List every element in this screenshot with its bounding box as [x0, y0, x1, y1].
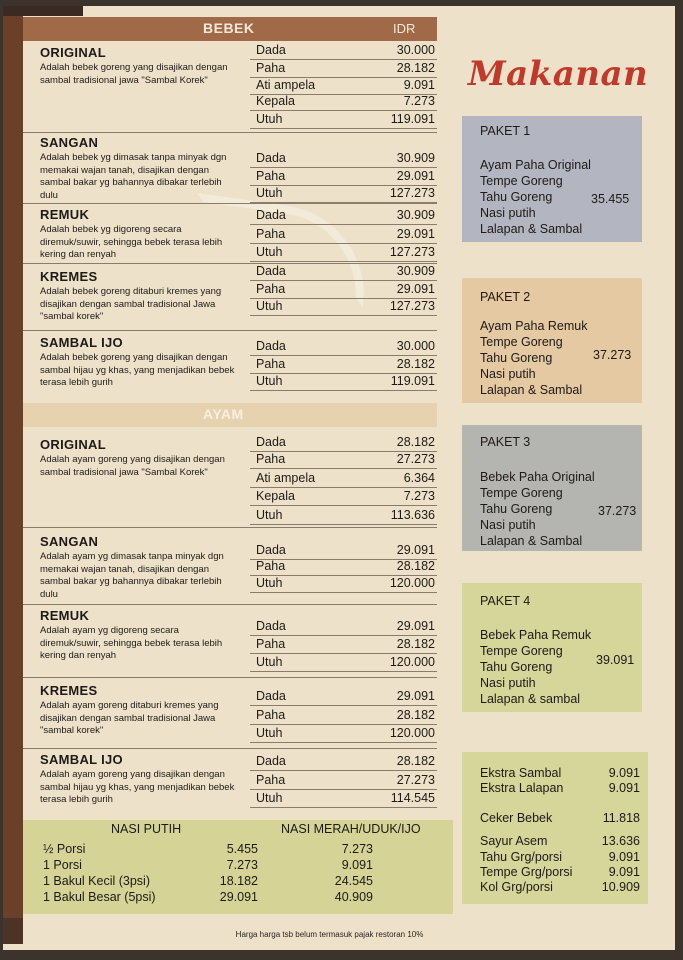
price-value: 28.182 — [396, 637, 435, 651]
section-divider — [23, 748, 437, 749]
item-description: Adalah bebek yg digoreng secara diremuk/suwir, sehingga bebek terasa lebih kering dan renyah — [40, 224, 223, 260]
price-label: Paha — [256, 61, 286, 75]
price-label: Dada — [256, 689, 286, 703]
price-label: Utuh — [256, 791, 283, 805]
extra-price: 13.636 — [601, 834, 640, 848]
paket-title: PAKET 3 — [480, 435, 531, 449]
paket-2-box — [462, 278, 642, 403]
item-name: ORIGINAL — [40, 45, 106, 60]
item-name: KREMES — [40, 683, 98, 698]
paket-line: Bebek Paha Original — [480, 470, 595, 484]
item-name: REMUK — [40, 608, 90, 623]
item-description: Adalah bebek goreng yang disajikan dengan sambal hijau yg khas, yang menjadikan bebek terasa lebih gurih — [40, 352, 235, 388]
price-label: Dada — [256, 435, 286, 449]
price-row — [250, 298, 437, 316]
paket-4-box — [462, 583, 642, 712]
price-value: 30.909 — [396, 264, 435, 278]
nasi-merah-price: 7.273 — [341, 842, 373, 856]
extra-price: 9.091 — [608, 865, 640, 879]
item-description: Adalah bebek yg dimasak tanpa minyak dgn memakai wajan tanah, disajikan dengan sambal bakar yg bahannya dibakar terlebih dulu — [40, 152, 227, 201]
paket-line: Tahu Goreng — [480, 351, 553, 365]
item-description: Adalah bebek goreng yang disajikan dengan sambal tradisional jawa "Sambal Korek" — [40, 62, 228, 86]
paket-title: PAKET 2 — [480, 290, 531, 304]
item-name: SANGAN — [40, 135, 99, 150]
price-row — [250, 185, 437, 203]
nasi-portion: 1 Bakul Besar (5psi) — [43, 890, 156, 904]
paket-line: Tempe Goreng — [480, 335, 563, 349]
extra-price: 10.909 — [601, 880, 640, 894]
price-value: 119.091 — [390, 374, 435, 388]
price-value: 7.273 — [403, 94, 435, 108]
ayam-section-header — [23, 403, 437, 427]
price-value: 27.273 — [396, 773, 435, 787]
section-divider — [23, 132, 437, 133]
price-label: Kepala — [256, 94, 295, 108]
paket-line: Lalapan & Sambal — [480, 383, 583, 397]
price-label: Utuh — [256, 508, 283, 522]
price-row — [250, 753, 437, 771]
price-row — [250, 373, 437, 391]
price-row — [250, 790, 437, 808]
price-label: Dada — [256, 754, 286, 768]
extra-label: Kol Grg/porsi — [480, 880, 553, 894]
price-label: Dada — [256, 543, 286, 557]
price-row — [250, 150, 437, 168]
item-description: Adalah ayam goreng ditaburi kremes yang disajikan dengan sambal tradisional Jawa "sambal korek" — [40, 700, 219, 736]
price-row — [250, 688, 437, 706]
nasi-portion: 1 Porsi — [43, 858, 82, 872]
paket-price: 35.455 — [591, 192, 630, 206]
price-label: Utuh — [256, 186, 283, 200]
extra-label: Sayur Asem — [480, 834, 548, 848]
price-value: 30.000 — [396, 43, 435, 57]
price-value: 28.182 — [396, 61, 435, 75]
price-row — [250, 338, 437, 356]
price-value: 28.182 — [396, 357, 435, 371]
price-label: Paha — [256, 559, 286, 573]
extra-price: 9.091 — [608, 766, 640, 780]
paket-3-box — [462, 425, 642, 551]
price-value: 127.273 — [389, 245, 435, 259]
item-description: Adalah ayam yg digoreng secara diremuk/suwir, sehingga bebek terasa lebih kering dan renyah — [40, 625, 223, 661]
section-divider — [23, 604, 437, 605]
extra-price: 9.091 — [608, 850, 640, 864]
price-label: Dada — [256, 264, 286, 278]
paket-line: Ayam Paha Remuk — [480, 319, 588, 333]
nasi-row — [23, 842, 453, 858]
price-row — [250, 507, 437, 525]
price-row — [250, 60, 437, 78]
nasi-putih-price: 29.091 — [219, 890, 258, 904]
price-row — [250, 636, 437, 654]
price-value: 114.545 — [390, 791, 435, 805]
price-value: 120.000 — [389, 576, 435, 590]
price-row — [250, 281, 437, 299]
price-value: 119.091 — [390, 112, 435, 126]
price-label: Dada — [256, 43, 286, 57]
paket-line: Tempe Goreng — [480, 174, 563, 188]
price-row — [250, 451, 437, 469]
paket-price: 37.273 — [598, 504, 637, 518]
paket-line: Lalapan & Sambal — [480, 534, 583, 548]
price-row — [250, 244, 437, 262]
price-row — [250, 263, 437, 281]
extra-label: Tempe Grg/porsi — [480, 865, 573, 879]
price-value: 29.091 — [396, 282, 435, 296]
paket-price: 37.273 — [593, 348, 632, 362]
nasi-portion: 1 Bakul Kecil (3psi) — [43, 874, 150, 888]
price-label: Paha — [256, 282, 286, 296]
section-divider — [23, 330, 437, 331]
nasi-merah-price: 24.545 — [334, 874, 373, 888]
extra-label: Ekstra Lalapan — [480, 781, 564, 795]
price-value: 30.909 — [396, 208, 435, 222]
nasi-merah-price: 9.091 — [341, 858, 373, 872]
price-value: 7.273 — [403, 489, 435, 503]
price-label: Paha — [256, 227, 286, 241]
item-name: ORIGINAL — [40, 437, 106, 452]
paket-line: Tahu Goreng — [480, 190, 553, 204]
price-row — [250, 434, 437, 452]
paket-line: Tahu Goreng — [480, 502, 553, 516]
extra-price: 11.818 — [602, 811, 640, 825]
nasi-row — [23, 890, 453, 906]
price-row — [250, 93, 437, 111]
price-label: Ati ampela — [256, 78, 316, 92]
paket-line: Nasi putih — [480, 206, 536, 220]
paket-line: Lalapan & sambal — [480, 692, 581, 706]
price-row — [250, 654, 437, 672]
price-value: 127.273 — [389, 299, 435, 313]
price-label: Paha — [256, 773, 286, 787]
paket-line: Nasi putih — [480, 518, 536, 532]
currency-label: IDR — [393, 21, 416, 36]
price-value: 29.091 — [396, 689, 435, 703]
price-value: 28.182 — [396, 754, 435, 768]
paket-line: Tahu Goreng — [480, 660, 553, 674]
price-label: Utuh — [256, 299, 283, 313]
price-row — [250, 168, 437, 186]
price-value: 9.091 — [403, 78, 435, 92]
price-value: 120.000 — [389, 726, 435, 740]
price-value: 27.273 — [396, 452, 435, 466]
paket-line: Tempe Goreng — [480, 644, 563, 658]
paket-price: 39.091 — [596, 653, 635, 667]
paket-line: Nasi putih — [480, 676, 536, 690]
left-brown-stripe — [3, 16, 23, 918]
price-row — [250, 42, 437, 60]
price-label: Dada — [256, 619, 286, 633]
price-row — [250, 618, 437, 636]
price-row — [250, 772, 437, 790]
price-row — [250, 707, 437, 725]
extra-label: Ceker Bebek — [480, 811, 553, 825]
nasi-putih-header: NASI PUTIH — [111, 822, 182, 836]
paket-line: Nasi putih — [480, 367, 536, 381]
price-label: Dada — [256, 208, 286, 222]
paket-line: Ayam Paha Original — [480, 158, 591, 172]
nasi-merah-price: 40.909 — [334, 890, 373, 904]
paket-title: PAKET 4 — [480, 594, 531, 608]
price-row — [250, 558, 437, 576]
extra-label: Ekstra Sambal — [480, 766, 562, 780]
price-row — [250, 470, 437, 488]
tax-footnote — [0, 930, 683, 939]
item-name: SAMBAL IJO — [40, 335, 123, 350]
price-row — [250, 111, 437, 129]
price-value: 29.091 — [396, 543, 435, 557]
nasi-merah-header: NASI MERAH/UDUK/IJO — [281, 822, 421, 836]
paket-line: Bebek Paha Remuk — [480, 628, 592, 642]
price-label: Utuh — [256, 655, 283, 669]
nasi-row — [23, 858, 453, 874]
nasi-section — [23, 820, 453, 914]
price-row — [250, 207, 437, 225]
paket-title: PAKET 1 — [480, 124, 531, 138]
bebek-section-header — [23, 17, 437, 41]
ayam-header-label: AYAM — [203, 406, 244, 422]
paket-line: Lalapan & Sambal — [480, 222, 583, 236]
price-value: 30.000 — [396, 339, 435, 353]
item-description: Adalah ayam goreng yang disajikan dengan sambal hijau yg khas, yang menjadikan bebek terasa lebih gurih — [40, 769, 235, 805]
price-value: 28.182 — [396, 708, 435, 722]
extra-label: Tahu Grg/porsi — [480, 850, 562, 864]
item-name: SANGAN — [40, 534, 99, 549]
item-name: REMUK — [40, 207, 90, 222]
price-label: Ati ampela — [256, 471, 316, 485]
paket-1-box — [462, 116, 642, 242]
price-value: 120.000 — [389, 655, 435, 669]
nasi-portion: ½ Porsi — [43, 842, 86, 856]
price-label: Paha — [256, 169, 286, 183]
price-value: 6.364 — [403, 471, 435, 485]
price-value: 113.636 — [390, 508, 435, 522]
price-row — [250, 356, 437, 374]
section-divider — [23, 677, 437, 678]
price-label: Kepala — [256, 489, 295, 503]
price-label: Utuh — [256, 726, 283, 740]
item-description: Adalah ayam yg dimasak tanpa minyak dgn memakai wajan tanah, disajikan dengan sambal bakar yg bahannya dibakar terlebih dulu — [40, 551, 224, 600]
top-edge — [3, 6, 83, 16]
nasi-putih-price: 7.273 — [226, 858, 258, 872]
section-divider — [23, 527, 437, 528]
price-value: 30.909 — [396, 151, 435, 165]
price-label: Dada — [256, 339, 286, 353]
price-row — [250, 226, 437, 244]
paket-line: Tempe Goreng — [480, 486, 563, 500]
nasi-putih-price: 5.455 — [226, 842, 258, 856]
section-divider — [23, 203, 437, 204]
price-label: Paha — [256, 708, 286, 722]
item-name: KREMES — [40, 269, 98, 284]
price-row — [250, 488, 437, 506]
makanan-title: Makanan — [468, 54, 649, 94]
price-label: Utuh — [256, 374, 283, 388]
price-label: Utuh — [256, 245, 283, 259]
price-label: Paha — [256, 637, 286, 651]
price-value: 29.091 — [396, 169, 435, 183]
nasi-row — [23, 874, 453, 890]
bebek-header-label: BEBEK — [203, 20, 255, 36]
price-label: Paha — [256, 357, 286, 371]
price-value: 28.182 — [396, 559, 435, 573]
item-name: SAMBAL IJO — [40, 752, 123, 767]
item-description: Adalah ayam goreng yang disajikan dengan sambal tradisional jawa "Sambal Korek" — [40, 454, 225, 478]
price-value: 127.273 — [389, 186, 435, 200]
price-value: 29.091 — [396, 619, 435, 633]
item-description: Adalah bebek goreng ditaburi kremes yang disajikan dengan sambal tradisional Jawa "sambal korek" — [40, 286, 222, 322]
price-label: Utuh — [256, 576, 283, 590]
nasi-putih-price: 18.182 — [219, 874, 258, 888]
price-value: 28.182 — [396, 435, 435, 449]
extra-price: 9.091 — [608, 781, 640, 795]
price-label: Utuh — [256, 112, 283, 126]
price-row — [250, 725, 437, 743]
tax-footnote-text: Harga harga tsb belum termasuk pajak restoran 10% — [235, 930, 424, 939]
price-value: 29.091 — [396, 227, 435, 241]
price-label: Paha — [256, 452, 286, 466]
price-row — [250, 575, 437, 593]
extras-section — [462, 752, 648, 904]
price-label: Dada — [256, 151, 286, 165]
